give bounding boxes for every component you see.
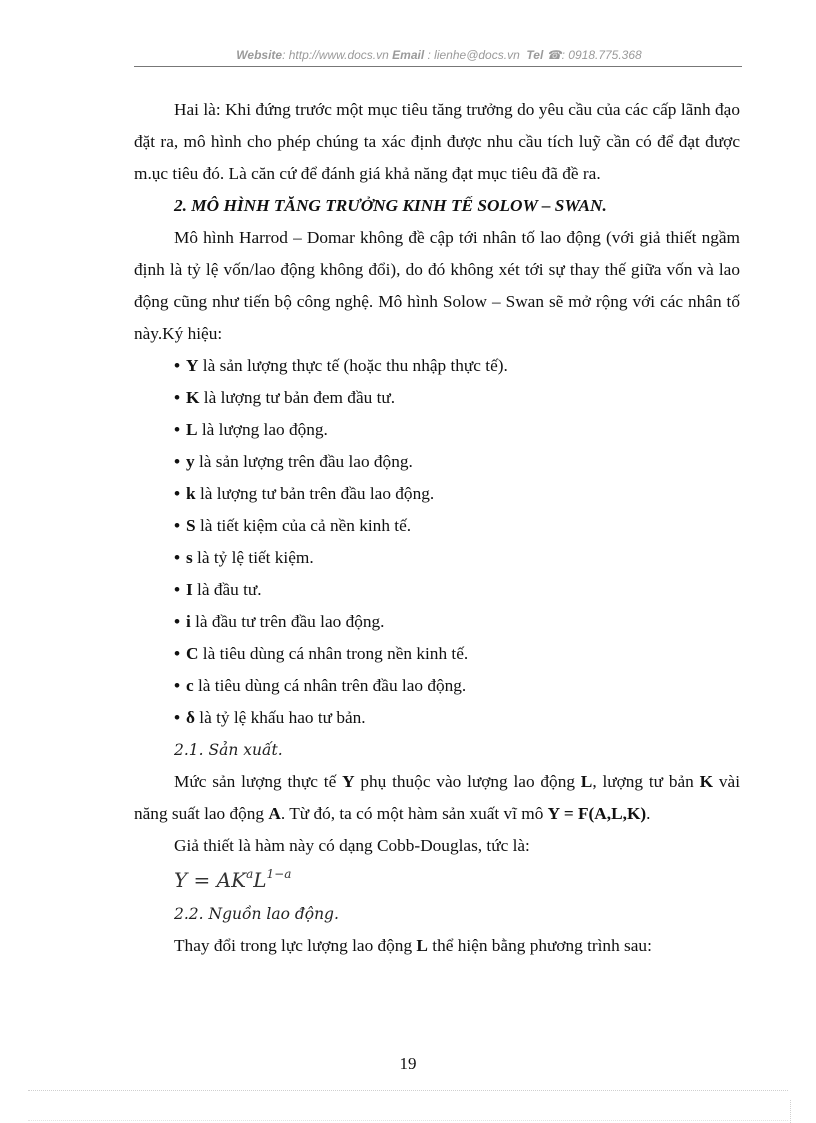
document-body [134,94,740,962]
phone-icon: ☎ [546,48,562,62]
list-item: • S là tiết kiệm của cả nền kinh tế. [174,516,412,535]
tel-value: : 0918.775.368 [561,48,642,62]
list-item: • I là đầu tư. [174,580,262,599]
website-value: : http://www.docs.vn [282,48,389,62]
page-header [134,48,744,62]
list-item: • k là lượng tư bản trên đầu lao động. [174,484,435,503]
website-label: Website [236,48,283,62]
list-item: • δ là tỷ lệ khấu hao tư bản. [174,708,366,727]
paragraph: Mức sản lượng thực tế Y phụ thuộc vào lượng lao động L, lượng tư bản K vài năng suất lao động A. Từ đó, ta có một hàm sản xuất vĩ mô Y = F(A,L,K). [134,772,741,823]
paragraph: Giả thiết là hàm này có dạng Cobb-Douglas, tức là: [174,836,530,855]
header-divider [134,66,742,67]
list-item: • L là lượng lao động. [174,420,328,439]
footer-divider [28,1090,788,1091]
email-value: : lienhe@docs.vn [424,48,520,62]
paragraph: Mô hình Harrod – Domar không đề cập tới nhân tố lao động (với giả thiết ngầm định là tỷ lệ vốn/lao động không đổi), do đó không xét tới sự thay thế giữa vốn và lao động cũng như tiến bộ công nghệ. Mô hình Solow – Swan sẽ mở rộng với các nhân tố này.Ký hiệu: [134,228,740,343]
list-item: • i là đầu tư trên đầu lao động. [174,612,385,631]
cobb-douglas-formula: $Y = AK^aL^{1-a}$ [174,867,292,892]
list-item: • c là tiêu dùng cá nhân trên đầu lao động. [174,676,467,695]
subsection-heading: 2.2. Nguồn lao động. [174,905,339,923]
symbol-list [134,350,740,734]
list-item: • Y là sản lượng thực tế (hoặc thu nhập thực tế). [174,356,508,375]
subsection-heading: 2.1. Sản xuất. [174,741,283,759]
email-label: Email [392,48,425,62]
footer-divider [28,1120,788,1121]
page-number: 19 [399,1054,417,1073]
list-item: • K là lượng tư bản đem đầu tư. [174,388,396,407]
paragraph: Thay đổi trong lực lượng lao động L thể hiện bằng phương trình sau: [174,936,652,955]
list-item: • s là tỷ lệ tiết kiệm. [174,548,314,567]
paragraph: Hai là: Khi đứng trước một mục tiêu tăng trưởng do yêu cầu của các cấp lãnh đạo đặt ra, mô hình cho phép chúng ta xác định được nhu cầu tích luỹ cần có để đạt được m.ục tiêu đó. Là căn cứ để đánh giá khả năng đạt mục tiêu đã đề ra. [134,100,740,183]
section-heading: 2. MÔ HÌNH TĂNG TRƯỞNG KINH TẾ SOLOW – SWAN. [174,196,607,215]
page-edge-marker [790,1100,791,1123]
list-item: • y là sản lượng trên đầu lao động. [174,452,413,471]
tel-label: Tel [526,48,544,62]
list-item: • C là tiêu dùng cá nhân trong nền kinh tế. [174,644,469,663]
